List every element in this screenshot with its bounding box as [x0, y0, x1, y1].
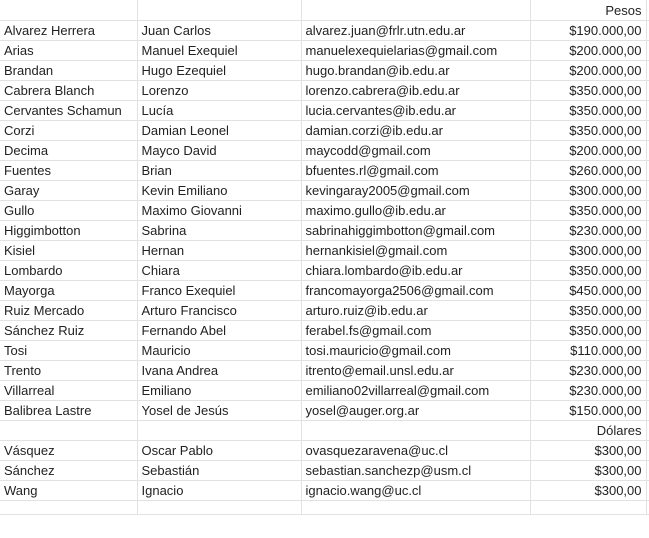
- cell-apellido[interactable]: Villarreal: [0, 380, 137, 400]
- cell-apellido[interactable]: Wang: [0, 480, 137, 500]
- cell-apellido[interactable]: Tosi: [0, 340, 137, 360]
- cell-monto[interactable]: $350.000,00: [530, 100, 646, 120]
- cell-empty[interactable]: [0, 0, 137, 20]
- cell-empty[interactable]: [0, 500, 137, 514]
- cell-monto[interactable]: $300,00: [530, 440, 646, 460]
- cell-nombre[interactable]: Brian: [137, 160, 301, 180]
- table-row: [0, 140, 649, 160]
- cell-nombre[interactable]: Sabrina: [137, 220, 301, 240]
- cell-monto[interactable]: $230.000,00: [530, 360, 646, 380]
- cell-nombre[interactable]: Chiara: [137, 260, 301, 280]
- cell-email[interactable]: damian.corzi@ib.edu.ar: [301, 120, 530, 140]
- cell-nombre[interactable]: Mauricio: [137, 340, 301, 360]
- cell-empty[interactable]: [301, 0, 530, 20]
- cell-email[interactable]: alvarez.juan@frlr.utn.edu.ar: [301, 20, 530, 40]
- cell-empty[interactable]: [301, 500, 530, 514]
- cell-apellido[interactable]: Vásquez: [0, 440, 137, 460]
- cell-email[interactable]: hugo.brandan@ib.edu.ar: [301, 60, 530, 80]
- cell-monto[interactable]: $300.000,00: [530, 180, 646, 200]
- table-row: [0, 60, 649, 80]
- cell-apellido[interactable]: Trento: [0, 360, 137, 380]
- cell-monto[interactable]: $300,00: [530, 480, 646, 500]
- cell-apellido[interactable]: Fuentes: [0, 160, 137, 180]
- cell-nombre[interactable]: Franco Exequiel: [137, 280, 301, 300]
- cell-email[interactable]: sebastian.sanchezp@usm.cl: [301, 460, 530, 480]
- cell-monto[interactable]: $300.000,00: [530, 240, 646, 260]
- cell-email[interactable]: ferabel.fs@gmail.com: [301, 320, 530, 340]
- cell-monto[interactable]: $260.000,00: [530, 160, 646, 180]
- cell-email[interactable]: arturo.ruiz@ib.edu.ar: [301, 300, 530, 320]
- cell-apellido[interactable]: Brandan: [0, 60, 137, 80]
- cell-email[interactable]: tosi.mauricio@gmail.com: [301, 340, 530, 360]
- table-row: [0, 220, 649, 240]
- cell-apellido[interactable]: Gullo: [0, 200, 137, 220]
- cell-nombre[interactable]: Lucía: [137, 100, 301, 120]
- table-row: [0, 400, 649, 420]
- table-row: [0, 40, 649, 60]
- cell-monto[interactable]: $200.000,00: [530, 140, 646, 160]
- currency-header-cell[interactable]: Dólares: [530, 420, 646, 440]
- cell-email[interactable]: francomayorga2506@gmail.com: [301, 280, 530, 300]
- cell-apellido[interactable]: Cabrera Blanch: [0, 80, 137, 100]
- cell-nombre[interactable]: Juan Carlos: [137, 20, 301, 40]
- cell-email[interactable]: chiara.lombardo@ib.edu.ar: [301, 260, 530, 280]
- cell-empty[interactable]: [530, 500, 646, 514]
- cell-empty[interactable]: [137, 500, 301, 514]
- cell-empty[interactable]: [137, 420, 301, 440]
- cell-empty[interactable]: [137, 0, 301, 20]
- cell-nombre[interactable]: Mayco David: [137, 140, 301, 160]
- cell-apellido[interactable]: Balibrea Lastre: [0, 400, 137, 420]
- cell-apellido[interactable]: Lombardo: [0, 260, 137, 280]
- cell-nombre[interactable]: Hugo Ezequiel: [137, 60, 301, 80]
- cell-nombre[interactable]: Damian Leonel: [137, 120, 301, 140]
- table-row: [0, 280, 649, 300]
- cell-apellido[interactable]: Corzi: [0, 120, 137, 140]
- cell-apellido[interactable]: Mayorga: [0, 280, 137, 300]
- cell-monto[interactable]: $200.000,00: [530, 60, 646, 80]
- cell-apellido[interactable]: Sánchez Ruiz: [0, 320, 137, 340]
- table-row: [0, 80, 649, 100]
- cell-nombre[interactable]: Fernando Abel: [137, 320, 301, 340]
- table-row: [0, 340, 649, 360]
- cell-nombre[interactable]: Maximo Giovanni: [137, 200, 301, 220]
- cell-monto[interactable]: $350.000,00: [530, 300, 646, 320]
- table-row: [0, 260, 649, 280]
- table-row: [0, 100, 649, 120]
- cell-nombre[interactable]: Hernan: [137, 240, 301, 260]
- cell-apellido[interactable]: Kisiel: [0, 240, 137, 260]
- table-row: [0, 120, 649, 140]
- cell-monto[interactable]: $350.000,00: [530, 120, 646, 140]
- cell-monto[interactable]: $190.000,00: [530, 20, 646, 40]
- cell-email[interactable]: manuelexequielarias@gmail.com: [301, 40, 530, 60]
- cell-monto[interactable]: $350.000,00: [530, 260, 646, 280]
- cell-email[interactable]: bfuentes.rl@gmail.com: [301, 160, 530, 180]
- cell-email[interactable]: ovasquezaravena@uc.cl: [301, 440, 530, 460]
- table-row: [0, 200, 649, 220]
- cell-nombre[interactable]: Arturo Francisco: [137, 300, 301, 320]
- cell-email[interactable]: maycodd@gmail.com: [301, 140, 530, 160]
- cell-monto[interactable]: $300,00: [530, 460, 646, 480]
- cell-email[interactable]: lucia.cervantes@ib.edu.ar: [301, 100, 530, 120]
- table-row: [0, 180, 649, 200]
- cell-monto[interactable]: $230.000,00: [530, 380, 646, 400]
- cell-nombre[interactable]: Ivana Andrea: [137, 360, 301, 380]
- cell-email[interactable]: maximo.gullo@ib.edu.ar: [301, 200, 530, 220]
- cell-nombre[interactable]: Sebastián: [137, 460, 301, 480]
- currency-header-cell[interactable]: Pesos: [530, 0, 646, 20]
- cell-monto[interactable]: $450.000,00: [530, 280, 646, 300]
- cell-monto[interactable]: $200.000,00: [530, 40, 646, 60]
- cell-nombre[interactable]: Yosel de Jesús: [137, 400, 301, 420]
- section-header-row: [0, 0, 649, 20]
- table-row: [0, 240, 649, 260]
- cell-monto[interactable]: $350.000,00: [530, 200, 646, 220]
- cell-monto[interactable]: $350.000,00: [530, 80, 646, 100]
- table-row: [0, 160, 649, 180]
- cell-nombre[interactable]: Oscar Pablo: [137, 440, 301, 460]
- cell-nombre[interactable]: Manuel Exequiel: [137, 40, 301, 60]
- table-row: [0, 300, 649, 320]
- cell-email[interactable]: yosel@auger.org.ar: [301, 400, 530, 420]
- table-row: [0, 380, 649, 400]
- cell-apellido[interactable]: Higgimbotton: [0, 220, 137, 240]
- cell-nombre[interactable]: Lorenzo: [137, 80, 301, 100]
- cell-email[interactable]: hernankisiel@gmail.com: [301, 240, 530, 260]
- cell-monto[interactable]: $110.000,00: [530, 340, 646, 360]
- cell-email[interactable]: itrento@email.unsl.edu.ar: [301, 360, 530, 380]
- cell-apellido[interactable]: Alvarez Herrera: [0, 20, 137, 40]
- cell-apellido[interactable]: Sánchez: [0, 460, 137, 480]
- cell-monto[interactable]: $230.000,00: [530, 220, 646, 240]
- table-row: [0, 320, 649, 340]
- cell-empty[interactable]: [301, 420, 530, 440]
- cell-apellido[interactable]: Ruiz Mercado: [0, 300, 137, 320]
- table-row: [0, 360, 649, 380]
- cell-nombre[interactable]: Kevin Emiliano: [137, 180, 301, 200]
- cell-nombre[interactable]: Emiliano: [137, 380, 301, 400]
- table-row: [0, 480, 649, 500]
- table-row: [0, 440, 649, 460]
- empty-row: [0, 500, 649, 514]
- cell-apellido[interactable]: Arias: [0, 40, 137, 60]
- table-row: [0, 20, 649, 40]
- cell-nombre[interactable]: Ignacio: [137, 480, 301, 500]
- cell-monto[interactable]: $150.000,00: [530, 400, 646, 420]
- cell-email[interactable]: kevingaray2005@gmail.com: [301, 180, 530, 200]
- cell-email[interactable]: lorenzo.cabrera@ib.edu.ar: [301, 80, 530, 100]
- cell-email[interactable]: ignacio.wang@uc.cl: [301, 480, 530, 500]
- cell-email[interactable]: sabrinahiggimbotton@gmail.com: [301, 220, 530, 240]
- cell-email[interactable]: emiliano02villarreal@gmail.com: [301, 380, 530, 400]
- table-row: [0, 460, 649, 480]
- cell-monto[interactable]: $350.000,00: [530, 320, 646, 340]
- cell-empty[interactable]: [0, 420, 137, 440]
- cell-apellido[interactable]: Decima: [0, 140, 137, 160]
- cell-apellido[interactable]: Cervantes Schamun: [0, 100, 137, 120]
- section-header-row: [0, 420, 649, 440]
- cell-apellido[interactable]: Garay: [0, 180, 137, 200]
